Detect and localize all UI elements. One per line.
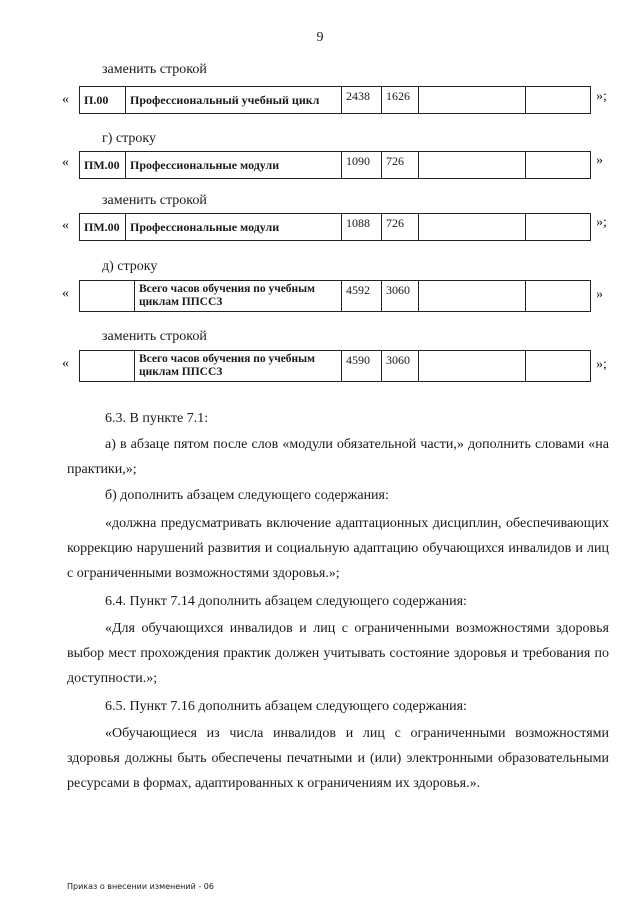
row-name: Всего часов обучения по учебным циклам ППССЗ	[135, 281, 342, 312]
open-quote: «	[62, 92, 69, 107]
row-value-2: 3060	[382, 281, 419, 312]
row-code: П.00	[80, 87, 126, 114]
table-row-modules-old	[79, 151, 591, 179]
empty-cell	[526, 87, 591, 114]
caption-replace-1: заменить строкой	[102, 62, 207, 77]
table-row-modules-new	[79, 213, 591, 241]
row-name: Профессиональные модули	[126, 214, 342, 241]
empty-cell	[526, 152, 591, 179]
paragraph-6-5-quote: «Обучающиеся из числа инвалидов и лиц с ограниченными возможностями здоровья должны быть обеспечены печатными и (или) электронными образовательными ресурсами в формах, адаптированных к ограничениям их здоровья.».	[67, 726, 609, 791]
row-value-2: 726	[382, 214, 419, 241]
row-code: ПМ.00	[80, 214, 126, 241]
close-quote: »;	[596, 357, 607, 372]
empty-cell	[526, 214, 591, 241]
open-quote: «	[62, 356, 69, 371]
paragraph-6-4-quote: «Для обучающихся инвалидов и лиц с ограниченными возможностями здоровья выбор мест прохождения практик должен учитывать состояние здоровья и требования по доступности.»;	[67, 621, 609, 686]
empty-cell	[419, 214, 526, 241]
open-quote: «	[62, 218, 69, 233]
empty-cell	[419, 351, 526, 382]
empty-cell	[419, 152, 526, 179]
empty-cell	[526, 351, 591, 382]
paragraph-6-3-b: б) дополнить абзацем следующего содержания:	[105, 488, 389, 503]
close-quote: »	[596, 153, 603, 168]
table-row-total-hours-old	[79, 280, 591, 312]
open-quote: «	[62, 286, 69, 301]
row-name: Профессиональные модули	[126, 152, 342, 179]
close-quote: »;	[596, 89, 607, 104]
caption-replace-3: заменить строкой	[102, 329, 207, 344]
row-value-2: 3060	[382, 351, 419, 382]
close-quote: »	[596, 287, 603, 302]
paragraph-6-5: 6.5. Пункт 7.16 дополнить абзацем следующего содержания:	[105, 699, 467, 714]
row-name: Всего часов обучения по учебным циклам ППССЗ	[135, 351, 342, 382]
footer: Приказ о внесении изменений - 06	[67, 882, 214, 891]
table-row-professional-cycle-new	[79, 86, 591, 114]
row-value-1: 1088	[342, 214, 382, 241]
close-quote: »;	[596, 215, 607, 230]
caption-replace-2: заменить строкой	[102, 193, 207, 208]
row-code: ПМ.00	[80, 152, 126, 179]
paragraph-6-3: 6.3. В пункте 7.1:	[105, 411, 209, 426]
row-value-2: 726	[382, 152, 419, 179]
page-number: 9	[316, 30, 324, 45]
row-value-2: 1626	[382, 87, 419, 114]
paragraph-6-4: 6.4. Пункт 7.14 дополнить абзацем следующего содержания:	[105, 594, 467, 609]
table-row-total-hours-new	[79, 350, 591, 382]
row-value-1: 4590	[342, 351, 382, 382]
caption-item-d: д) строку	[102, 259, 158, 274]
caption-item-g: г) строку	[102, 131, 157, 146]
row-name: Профессиональный учебный цикл	[126, 87, 342, 114]
paragraph-6-3-b-quote: «должна предусматривать включение адаптационных дисциплин, обеспечивающих коррекцию нарушений развития и социальную адаптацию обучающихся инвалидов и лиц с ограниченными возможностями здоровья.»;	[67, 516, 609, 581]
row-value-1: 4592	[342, 281, 382, 312]
empty-cell	[526, 281, 591, 312]
row-code	[80, 351, 135, 382]
open-quote: «	[62, 155, 69, 170]
row-code	[80, 281, 135, 312]
row-value-1: 1090	[342, 152, 382, 179]
empty-cell	[419, 87, 526, 114]
paragraph-6-3-a: а) в абзаце пятом после слов «модули обязательной части,» дополнить словами «на практики,»;	[67, 437, 609, 477]
row-value-1: 2438	[342, 87, 382, 114]
empty-cell	[419, 281, 526, 312]
